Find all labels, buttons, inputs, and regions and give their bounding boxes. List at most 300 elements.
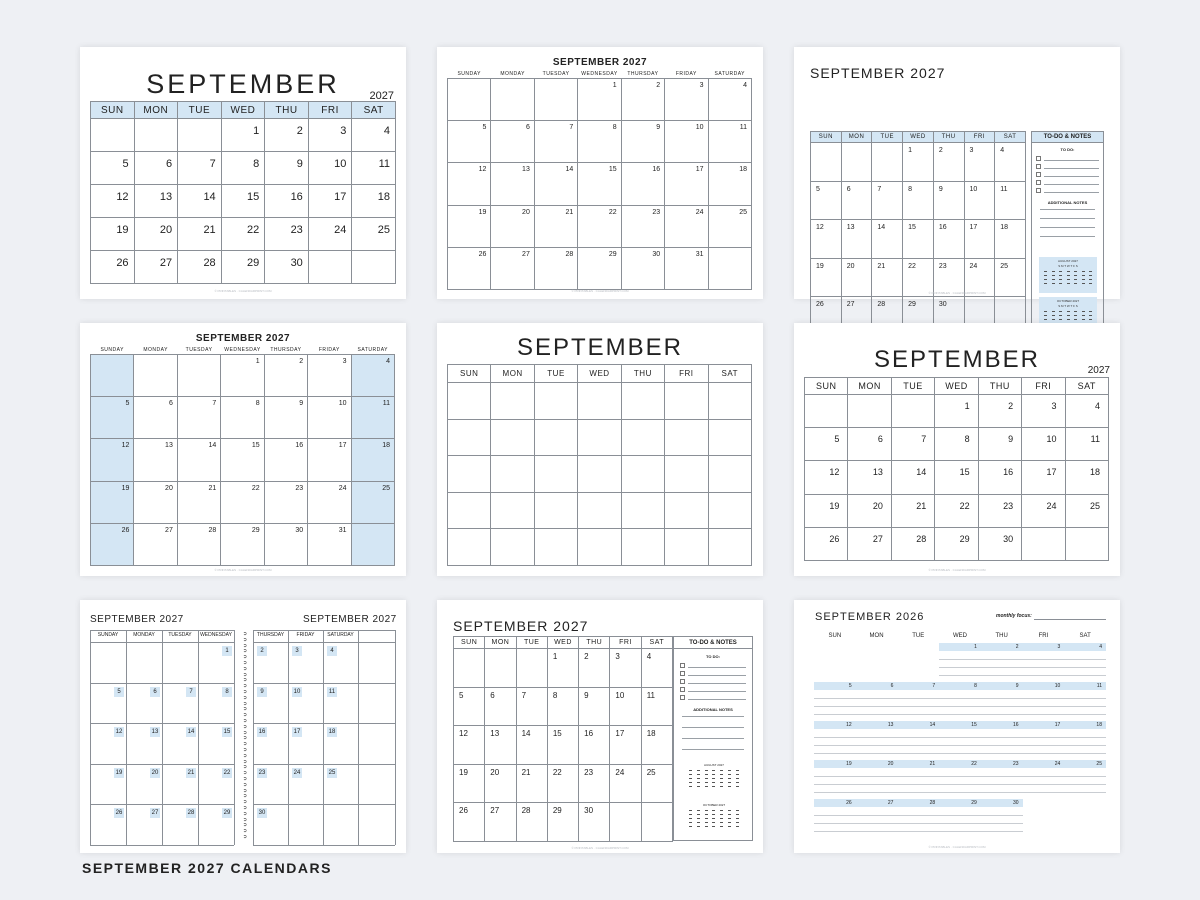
day-number: 15: [959, 467, 970, 478]
day-cell[interactable]: [91, 396, 134, 438]
day-cell[interactable]: [641, 687, 672, 726]
day-cell[interactable]: [352, 152, 396, 185]
day-cell[interactable]: [351, 524, 394, 566]
day-cell[interactable]: [448, 248, 491, 290]
day-cell[interactable]: [872, 143, 903, 182]
day-cell[interactable]: [665, 492, 708, 529]
day-cell[interactable]: [308, 439, 351, 481]
day-cell[interactable]: [978, 428, 1021, 461]
day-cell[interactable]: [578, 529, 621, 566]
day-cell[interactable]: [91, 524, 134, 566]
day-cell[interactable]: [841, 143, 872, 182]
day-cell[interactable]: [178, 119, 222, 152]
checkbox[interactable]: [680, 663, 685, 668]
day-number: 23: [1003, 500, 1014, 511]
day-cell[interactable]: [578, 383, 621, 420]
day-cell[interactable]: [805, 395, 848, 428]
day-cell[interactable]: [579, 764, 610, 803]
day-cell[interactable]: [134, 251, 178, 284]
day-cell[interactable]: [264, 481, 307, 523]
day-cell[interactable]: [351, 354, 394, 396]
day-cell[interactable]: [516, 687, 547, 726]
day-cell[interactable]: [610, 687, 641, 726]
day-cell[interactable]: [534, 419, 577, 456]
day-cell[interactable]: [872, 220, 903, 259]
calendar-card-4[interactable]: [80, 323, 406, 576]
spiral-ring-icon: ➲: [242, 764, 248, 771]
day-cell[interactable]: [978, 494, 1021, 527]
day-cell[interactable]: [708, 529, 751, 566]
day-cell[interactable]: [221, 218, 265, 251]
day-cell[interactable]: [578, 492, 621, 529]
day-cell[interactable]: [1065, 395, 1108, 428]
day-number: 1: [908, 147, 913, 154]
day-cell[interactable]: [1022, 494, 1065, 527]
day-cell[interactable]: [610, 649, 641, 688]
spiral-ring-icon: ➲: [242, 805, 248, 811]
day-cell[interactable]: [621, 248, 664, 290]
note-line: [939, 675, 1106, 676]
day-cell[interactable]: [935, 494, 978, 527]
day-cell[interactable]: [891, 395, 934, 428]
day-cell[interactable]: [308, 251, 352, 284]
day-cell[interactable]: [964, 181, 995, 220]
day-cell[interactable]: [935, 461, 978, 494]
day-cell[interactable]: [665, 120, 708, 162]
day-cell[interactable]: [265, 152, 309, 185]
day-cell[interactable]: [978, 527, 1021, 560]
day-cell[interactable]: [621, 78, 664, 120]
day-cell[interactable]: [221, 396, 264, 438]
todo-item[interactable]: [1036, 162, 1099, 170]
day-cell[interactable]: [621, 456, 664, 493]
day-cell[interactable]: [848, 428, 891, 461]
day-cell[interactable]: [665, 248, 708, 290]
todo-item[interactable]: [680, 685, 746, 693]
day-number: 5: [122, 158, 129, 170]
day-cell[interactable]: [177, 524, 220, 566]
day-cell[interactable]: [621, 120, 664, 162]
day-cell[interactable]: [308, 524, 351, 566]
day-cell[interactable]: [1022, 461, 1065, 494]
day-cell[interactable]: [352, 218, 396, 251]
day-number: 8: [908, 185, 913, 193]
day-cell[interactable]: [134, 481, 177, 523]
day-cell[interactable]: [221, 481, 264, 523]
day-cell[interactable]: [491, 456, 534, 493]
checkbox[interactable]: [1036, 156, 1041, 161]
footer-text: © PRINTABLES · CALENDARPRINT.COM: [928, 568, 986, 572]
day-cell[interactable]: [265, 218, 309, 251]
day-cell[interactable]: [534, 120, 577, 162]
day-cell[interactable]: [1022, 428, 1065, 461]
day-cell[interactable]: [485, 726, 516, 765]
day-cell[interactable]: [491, 529, 534, 566]
day-cell[interactable]: [848, 494, 891, 527]
day-cell[interactable]: [534, 456, 577, 493]
day-cell[interactable]: [841, 181, 872, 220]
day-cell[interactable]: [547, 687, 578, 726]
calendar-card-2[interactable]: [437, 47, 763, 299]
todo-panel: [1031, 131, 1104, 336]
day-cell[interactable]: [178, 185, 222, 218]
day-cell[interactable]: [933, 143, 964, 182]
day-cell[interactable]: [848, 527, 891, 560]
note-line: [814, 753, 1106, 754]
day-cell[interactable]: [1065, 428, 1108, 461]
day-cell[interactable]: [134, 439, 177, 481]
day-cell[interactable]: [265, 119, 309, 152]
todo-item[interactable]: [1036, 170, 1099, 178]
calendar-card-3[interactable]: [794, 47, 1120, 309]
day-cell[interactable]: [891, 494, 934, 527]
calendar-card-9[interactable]: [794, 600, 1120, 853]
day-cell[interactable]: [708, 205, 751, 247]
todo-item[interactable]: [1036, 178, 1099, 186]
day-cell[interactable]: [641, 726, 672, 765]
day-cell[interactable]: [351, 396, 394, 438]
day-cell[interactable]: [91, 439, 134, 481]
weekday-header: FRIDAY: [665, 70, 708, 78]
day-cell[interactable]: [491, 383, 534, 420]
day-cell[interactable]: [579, 687, 610, 726]
day-cell[interactable]: [708, 248, 751, 290]
calendar-card-5[interactable]: [437, 323, 763, 576]
day-cell[interactable]: [935, 395, 978, 428]
day-cell[interactable]: [352, 119, 396, 152]
day-cell[interactable]: [221, 251, 265, 284]
checkbox[interactable]: [1036, 172, 1041, 177]
day-number: 3: [292, 646, 302, 656]
todo-item[interactable]: [680, 693, 746, 701]
day-cell[interactable]: [805, 527, 848, 560]
day-cell[interactable]: [516, 803, 547, 842]
day-cell[interactable]: [134, 354, 177, 396]
day-cell[interactable]: [995, 143, 1026, 182]
day-cell[interactable]: [665, 78, 708, 120]
day-number: 25: [382, 484, 390, 492]
todo-item[interactable]: [680, 677, 746, 685]
day-cell[interactable]: [491, 492, 534, 529]
checkbox[interactable]: [680, 695, 685, 700]
day-cell[interactable]: [621, 163, 664, 205]
day-cell[interactable]: [351, 481, 394, 523]
day-cell[interactable]: [708, 419, 751, 456]
day-cell[interactable]: [811, 181, 842, 220]
weekday-header: THU: [621, 365, 664, 383]
todo-label: TO DO:: [1060, 147, 1075, 152]
weekday-header: SATURDAY: [351, 346, 394, 354]
day-cell[interactable]: [454, 726, 485, 765]
day-cell[interactable]: [891, 461, 934, 494]
day-cell[interactable]: [448, 419, 491, 456]
checkbox[interactable]: [680, 671, 685, 676]
day-cell[interactable]: [178, 152, 222, 185]
day-cell[interactable]: [221, 439, 264, 481]
todo-label: TO DO:: [706, 654, 720, 659]
day-cell[interactable]: [308, 481, 351, 523]
day-cell[interactable]: [578, 163, 621, 205]
day-cell[interactable]: [134, 119, 178, 152]
todo-item[interactable]: [680, 669, 746, 677]
weekday-header: SUN: [828, 633, 842, 639]
day-cell[interactable]: [177, 439, 220, 481]
day-cell[interactable]: [995, 220, 1026, 259]
day-cell[interactable]: [872, 181, 903, 220]
day-cell[interactable]: [91, 481, 134, 523]
day-cell[interactable]: [610, 803, 641, 842]
day-cell[interactable]: [547, 649, 578, 688]
day-cell[interactable]: [134, 152, 178, 185]
day-cell[interactable]: [841, 220, 872, 259]
day-cell[interactable]: [308, 119, 352, 152]
day-cell[interactable]: [708, 78, 751, 120]
day-cell[interactable]: [641, 649, 672, 688]
day-cell[interactable]: [134, 218, 178, 251]
day-cell[interactable]: [308, 354, 351, 396]
day-number: 10: [1054, 683, 1061, 689]
day-cell[interactable]: [665, 529, 708, 566]
day-cell[interactable]: [178, 251, 222, 284]
day-cell[interactable]: [848, 461, 891, 494]
day-cell[interactable]: [995, 181, 1026, 220]
day-cell[interactable]: [221, 354, 264, 396]
day-cell[interactable]: [448, 383, 491, 420]
day-cell[interactable]: [454, 687, 485, 726]
weekday-header: WED: [578, 365, 621, 383]
day-cell[interactable]: [265, 185, 309, 218]
day-cell[interactable]: [308, 152, 352, 185]
calendar-card-1[interactable]: [80, 47, 406, 299]
spiral-ring-icon: ➲: [242, 648, 248, 655]
day-cell[interactable]: [178, 218, 222, 251]
day-cell[interactable]: [903, 181, 934, 220]
day-cell[interactable]: [1065, 527, 1108, 560]
day-cell[interactable]: [516, 764, 547, 803]
day-cell[interactable]: [964, 143, 995, 182]
day-number: 16: [1012, 722, 1019, 728]
note-line: [814, 823, 1023, 824]
day-cell[interactable]: [708, 456, 751, 493]
day-cell[interactable]: [621, 529, 664, 566]
day-cell[interactable]: [534, 205, 577, 247]
day-cell[interactable]: [579, 803, 610, 842]
day-cell[interactable]: [352, 185, 396, 218]
day-cell[interactable]: [811, 143, 842, 182]
day-cell[interactable]: [579, 726, 610, 765]
day-cell[interactable]: [578, 419, 621, 456]
day-cell[interactable]: [491, 120, 534, 162]
day-cell[interactable]: [134, 185, 178, 218]
day-number: 19: [846, 761, 852, 767]
day-cell[interactable]: [352, 251, 396, 284]
month-title: SEPTEMBER: [873, 346, 1041, 373]
day-cell[interactable]: [578, 78, 621, 120]
day-cell[interactable]: [547, 726, 578, 765]
day-cell[interactable]: [534, 78, 577, 120]
day-cell[interactable]: [265, 251, 309, 284]
calendar-card-8[interactable]: [437, 600, 763, 853]
day-cell[interactable]: [933, 220, 964, 259]
weekday-header: THU: [265, 102, 309, 119]
day-cell[interactable]: [534, 529, 577, 566]
day-number: 19: [816, 262, 824, 270]
day-cell[interactable]: [448, 529, 491, 566]
day-cell[interactable]: [903, 143, 934, 182]
day-cell[interactable]: [491, 205, 534, 247]
todo-item[interactable]: [1036, 186, 1099, 194]
day-cell[interactable]: [308, 396, 351, 438]
day-cell[interactable]: [848, 395, 891, 428]
day-cell[interactable]: [641, 803, 672, 842]
day-cell[interactable]: [485, 803, 516, 842]
day-cell[interactable]: [485, 649, 516, 688]
day-cell[interactable]: [610, 764, 641, 803]
todo-item[interactable]: [1036, 154, 1099, 162]
day-cell[interactable]: [578, 120, 621, 162]
checkbox[interactable]: [1036, 188, 1041, 193]
day-cell[interactable]: [578, 205, 621, 247]
day-cell[interactable]: [516, 649, 547, 688]
day-cell[interactable]: [534, 383, 577, 420]
day-cell[interactable]: [621, 419, 664, 456]
day-cell[interactable]: [91, 119, 135, 152]
day-cell[interactable]: [454, 649, 485, 688]
day-cell[interactable]: [811, 220, 842, 259]
day-cell[interactable]: [708, 163, 751, 205]
day-cell[interactable]: [1022, 395, 1065, 428]
day-cell[interactable]: [805, 494, 848, 527]
day-cell[interactable]: [91, 152, 135, 185]
day-cell[interactable]: [578, 456, 621, 493]
day-cell[interactable]: [964, 220, 995, 259]
day-cell[interactable]: [708, 492, 751, 529]
day-cell[interactable]: [448, 456, 491, 493]
day-cell[interactable]: [547, 803, 578, 842]
day-cell[interactable]: [177, 481, 220, 523]
note-line: [814, 737, 1106, 738]
day-cell[interactable]: [534, 492, 577, 529]
day-number: 13: [159, 191, 173, 203]
day-cell[interactable]: [91, 251, 135, 284]
day-cell[interactable]: [665, 419, 708, 456]
day-cell[interactable]: [1022, 527, 1065, 560]
day-cell[interactable]: [547, 764, 578, 803]
day-cell[interactable]: [177, 396, 220, 438]
day-cell[interactable]: [665, 383, 708, 420]
day-cell[interactable]: [708, 120, 751, 162]
todo-panel: [673, 636, 753, 841]
day-cell[interactable]: [485, 687, 516, 726]
day-number: 1: [964, 401, 970, 411]
day-cell[interactable]: [935, 527, 978, 560]
day-number: 11: [1090, 434, 1100, 445]
day-cell[interactable]: [264, 354, 307, 396]
day-cell[interactable]: [221, 185, 265, 218]
checkbox[interactable]: [1036, 180, 1041, 185]
day-cell[interactable]: [221, 152, 265, 185]
day-cell[interactable]: [448, 492, 491, 529]
day-cell[interactable]: [448, 78, 491, 120]
day-number: 27: [887, 800, 894, 806]
day-cell[interactable]: [621, 492, 664, 529]
day-cell[interactable]: [308, 218, 352, 251]
day-cell[interactable]: [454, 803, 485, 842]
day-cell[interactable]: [177, 354, 220, 396]
day-cell[interactable]: [448, 120, 491, 162]
day-cell[interactable]: [491, 419, 534, 456]
day-cell[interactable]: [578, 248, 621, 290]
weekday-header: THURSDAY: [264, 346, 307, 354]
day-cell[interactable]: [933, 181, 964, 220]
day-number: 29: [247, 257, 260, 269]
day-cell[interactable]: [264, 439, 307, 481]
day-cell[interactable]: [805, 461, 848, 494]
day-cell[interactable]: [491, 248, 534, 290]
day-cell[interactable]: [221, 524, 264, 566]
day-cell[interactable]: [665, 456, 708, 493]
todo-item[interactable]: [680, 661, 746, 669]
day-cell[interactable]: [891, 527, 934, 560]
day-cell[interactable]: [935, 428, 978, 461]
day-number: 19: [478, 208, 487, 216]
day-cell[interactable]: [134, 396, 177, 438]
checkbox[interactable]: [680, 679, 685, 684]
day-cell[interactable]: [621, 383, 664, 420]
day-cell[interactable]: [579, 649, 610, 688]
day-cell[interactable]: [264, 396, 307, 438]
day-number: 14: [916, 467, 927, 478]
calendar-card-6[interactable]: [794, 323, 1120, 576]
weekday-header: FRI: [610, 637, 641, 649]
checkbox[interactable]: [680, 687, 685, 692]
day-cell[interactable]: [491, 78, 534, 120]
day-cell[interactable]: [1065, 461, 1108, 494]
day-cell[interactable]: [448, 205, 491, 247]
day-cell[interactable]: [1065, 494, 1108, 527]
day-cell[interactable]: [903, 220, 934, 259]
day-cell[interactable]: [665, 163, 708, 205]
day-cell[interactable]: [665, 205, 708, 247]
day-cell[interactable]: [221, 119, 265, 152]
day-cell[interactable]: [978, 461, 1021, 494]
day-cell[interactable]: [91, 354, 134, 396]
day-cell[interactable]: [621, 205, 664, 247]
day-cell[interactable]: [351, 439, 394, 481]
day-cell[interactable]: [491, 163, 534, 205]
day-cell[interactable]: [708, 383, 751, 420]
day-cell[interactable]: [610, 726, 641, 765]
day-cell[interactable]: [454, 764, 485, 803]
weekday-header: MONDAY: [491, 70, 534, 78]
day-cell[interactable]: [978, 395, 1021, 428]
day-cell[interactable]: [485, 764, 516, 803]
calendar-card-7[interactable]: [80, 600, 406, 853]
checkbox[interactable]: [1036, 164, 1041, 169]
day-cell[interactable]: [134, 524, 177, 566]
day-cell[interactable]: [534, 248, 577, 290]
day-cell[interactable]: [641, 764, 672, 803]
day-cell[interactable]: [91, 218, 135, 251]
day-cell[interactable]: [308, 185, 352, 218]
day-cell[interactable]: [264, 524, 307, 566]
day-cell[interactable]: [891, 428, 934, 461]
day-cell[interactable]: [91, 185, 135, 218]
day-cell[interactable]: [805, 428, 848, 461]
day-cell[interactable]: [448, 163, 491, 205]
day-cell[interactable]: [516, 726, 547, 765]
day-cell[interactable]: [534, 163, 577, 205]
